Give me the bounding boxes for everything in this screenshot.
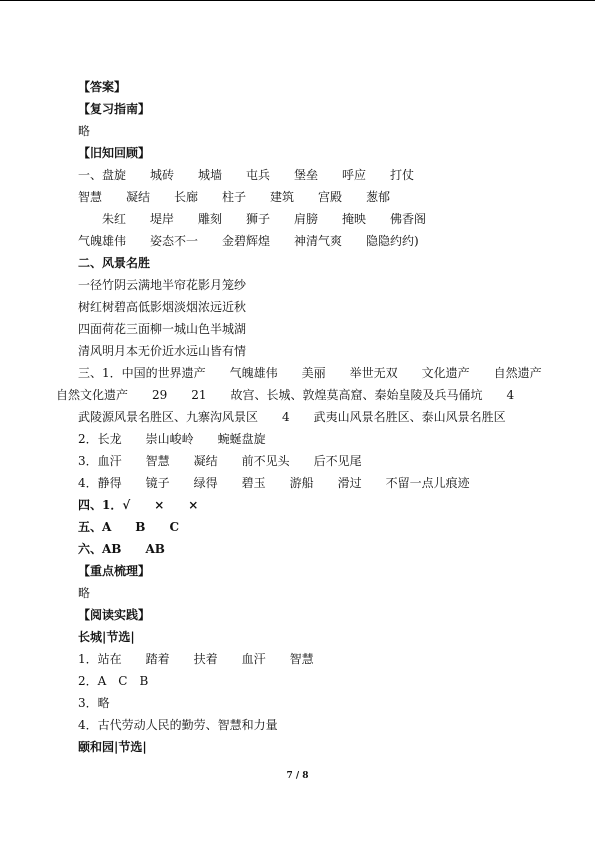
- text-line: 六、AB AB: [78, 542, 165, 556]
- text-line: 2．A C B: [78, 674, 149, 688]
- text-line: 3．略: [78, 696, 110, 710]
- section-heading: 二、风景名胜: [78, 256, 151, 270]
- header-rule: [0, 0, 595, 1]
- heading-old-knowledge: 【旧知回顾】: [78, 146, 151, 160]
- passage-title: 长城|节选|: [78, 630, 135, 644]
- heading-key-points: 【重点梳理】: [78, 564, 151, 578]
- heading-reading-practice: 【阅读实践】: [78, 608, 151, 622]
- text-line: 四、1．√ × ×: [78, 498, 199, 512]
- text-line: 略: [78, 586, 91, 600]
- heading-answer: 【答案】: [78, 80, 127, 94]
- text-line: 气魄雄伟 姿态不一 金碧辉煌 神清气爽 隐隐约约): [78, 234, 419, 248]
- passage-title: 颐和园|节选|: [78, 740, 147, 754]
- text-line: 五、A B C: [78, 520, 180, 534]
- text-line: 4．古代劳动人民的勤劳、智慧和力量: [78, 718, 278, 732]
- text-line: 清风明月本无价近水远山皆有情: [78, 344, 247, 358]
- text-line: 3．血汗 智慧 凝结 前不见头 后不见尾: [78, 454, 362, 468]
- text-line: 一径竹阴云满地半帘花影月笼纱: [78, 278, 247, 292]
- text-line: 智慧 凝结 长廊 柱子 建筑 宫殿 葱郁: [78, 190, 391, 204]
- text-line: 三、1．中国的世界遗产 气魄雄伟 美丽 举世无双 文化遗产 自然遗产: [78, 366, 542, 380]
- text-line: 树红树碧高低影烟淡烟浓远近秋: [78, 300, 247, 314]
- text-line: 4．静得 镜子 绿得 碧玉 游船 滑过 不留一点儿痕迹: [78, 476, 470, 490]
- text-line: 四面荷花三面柳一城山色半城湖: [78, 322, 247, 336]
- heading-review-guide: 【复习指南】: [78, 102, 151, 116]
- text-line: 略: [78, 124, 91, 138]
- text-line: 2．长龙 崇山峻岭 蜿蜒盘旋: [78, 432, 266, 446]
- text-line: 1．站在 踏着 扶着 血汗 智慧: [78, 652, 314, 666]
- text-line: 一、盘旋 城砖 城墙 屯兵 堡垒 呼应 打仗: [78, 168, 415, 182]
- text-line: 自然文化遗产 29 21 故宫、长城、敦煌莫高窟、秦始皇陵及兵马俑坑 4: [56, 388, 515, 402]
- text-line: 武陵源风景名胜区、九寨沟风景区 4 武夷山风景名胜区、泰山风景名胜区: [78, 410, 506, 424]
- text-line: 朱红 堤岸 雕刻 狮子 肩膀 掩映 佛香阁: [78, 212, 427, 226]
- page-number: 7 / 8: [286, 771, 309, 781]
